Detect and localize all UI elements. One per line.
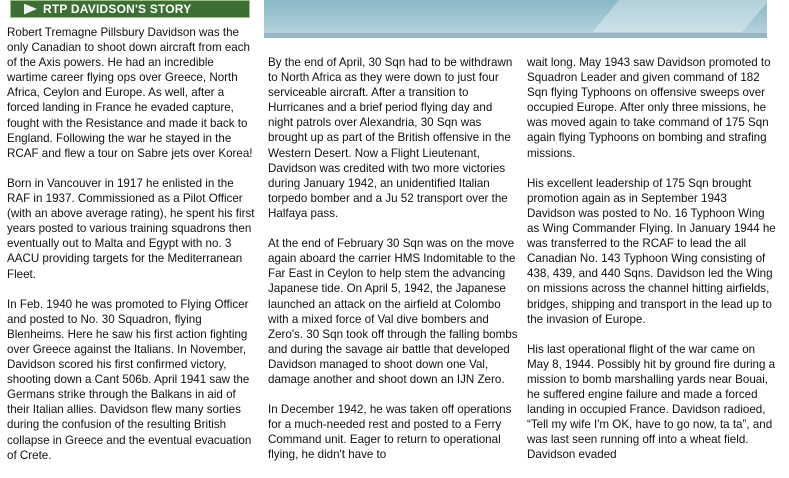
paragraph: His last operational flight of the war came on May 8, 1944. Possibly hit by ground fire during a mission to bomb marshalling yards near Bouai, he suffered engine failure and made a forced landing in occupied France. Davidson radioed, “Tell my wife I'm OK, have to go now, ta ta”, and was last seen running off into a wheat field. Davidson evaded (527, 342, 776, 462)
photo-highlight (592, 0, 767, 32)
text-column-1 (7, 25, 257, 478)
text-column-2 (268, 55, 518, 478)
paragraph: At the end of February 30 Sqn was on the move again aboard the carrier HMS Indomitable to the Far East in Ceylon to help stem the advancing Japanese tide. On April 5, 1942, the Japanese launched an attack on the airfield at Colombo with a mixed force of Val dive bombers and Zero's. 30 Sqn took off through the falling bombs and during the savage air battle that developed Davidson managed to shoot down one Val, damage another and shoot down an IJN Zero. (268, 237, 518, 386)
triangle-bullet-icon (24, 4, 37, 15)
paragraph: His excellent leadership of 175 Sqn brought promotion again as in September 1943 Davidson was posted to No. 16 Typhoon Wing as Wing Commander Flying. In January 1944 he was transferred to the RCAF to lead the all Canadian No. 143 Typhoon Wing consisting of 438, 439, and 440 Sqns. Davidson led the Wing on missions across the channel hitting airfields, bridges, shipping and transport in the lead up to the invasion of Europe. (527, 176, 776, 326)
photo-rim (264, 33, 767, 38)
paragraph: wait long. May 1943 saw Davidson promoted to Squadron Leader and given command of 182 Sqn flying Typhoons on offensive sweeps over occupied Europe. After only three missions, he was moved again to take command of 175 Sqn again flying Typhoons on bombing and strafing missions. (527, 56, 771, 160)
paragraph: Robert Tremagne Pillsbury Davidson was the only Canadian to shoot down aircraft from each of the Axis powers. He had an incredible wartime career flying ops over Greece, North Africa, Ceylon and Europe. As well, after a forced landing in France he evaded capture, fought with the Resistance and made it back to England. Following the war he stayed in the RCAF and flew a tour on Sabre jets over Korea! (7, 26, 253, 160)
paragraph: By the end of April, 30 Sqn had to be withdrawn to North Africa as they were down to just four serviceable aircraft. After a transition to Hurricanes and a brief period flying day and night patrols over Alexandria, 30 Sqn was brought up as part of the British offensive in the Western Desert. Now a Flight Lieutenant, Davidson was credited with two more victories during January 1942, an unidentified Italian torpedo bomber and a Ju 52 transport over the Halfaya pass. (268, 56, 513, 220)
section-title: RTP DAVIDSON'S STORY (43, 2, 192, 16)
section-banner (10, 0, 250, 18)
paragraph: In December 1942, he was taken off operations for a much-needed rest and posted to a Ferry Command unit. Eager to return to operational flying, he didn't have to (268, 403, 512, 462)
text-column-3 (527, 55, 777, 478)
header-photo (264, 0, 767, 38)
paragraph: In Feb. 1940 he was promoted to Flying Officer and posted to No. 30 Squadron, flying Blenheims. Here he saw his first action fighting over Greece against the Italians. In November, Davidson scored his first confirmed victory, shooting down a Cant 506b. April 1941 saw the Germans strike through the Balkans in aid of their Italian allies. Davidson flew many sorties during the confusion of the resulting British collapse in Greece and the eventual evacuation of Crete. (7, 297, 252, 462)
paragraph: Born in Vancouver in 1917 he enlisted in the RAF in 1937. Commissioned as a Pilot Officer (with an above average rating), he spent his first years posted to various training squadrons then eventually out to Malta and Egypt with no. 3 AACU providing targets for the Mediterranean Fleet. (7, 176, 255, 281)
